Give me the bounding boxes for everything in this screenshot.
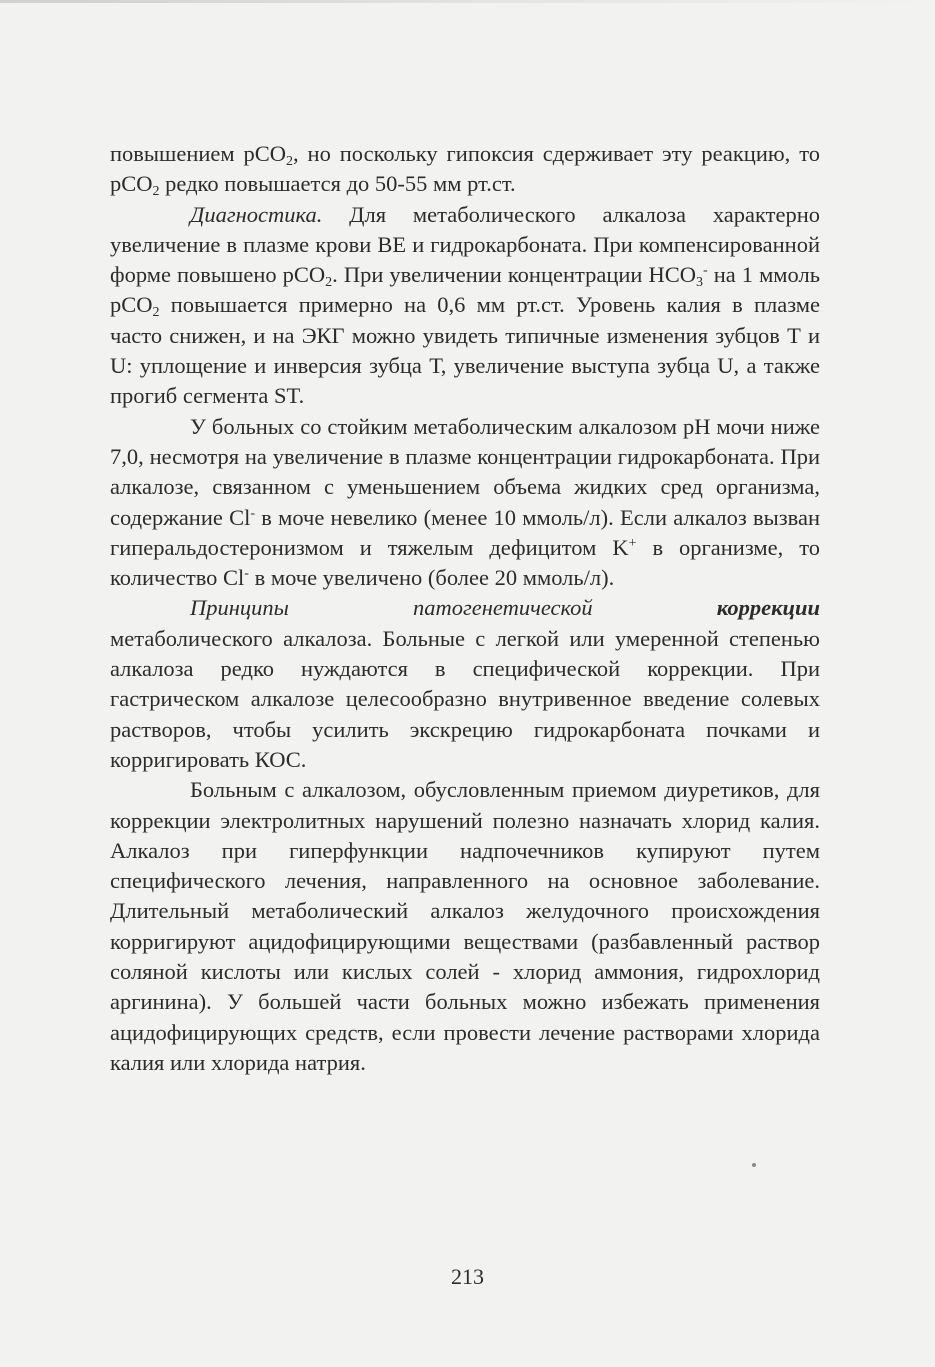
text-run: повышением рСО bbox=[110, 141, 287, 166]
text-run: на 1 ммоль рСО bbox=[110, 262, 820, 318]
text-run: У больных со стойким метаболическим алкалозом pH мочи ниже 7,0, несмотря на увеличение в плазме концентрации гидрокарбоната. При алкалозе, связанном с уменьшением объема жидких сред организма, содержание Cl bbox=[110, 413, 820, 530]
text-run: в моче увеличено (более 20 ммоль/л). bbox=[248, 565, 615, 591]
text-run: . При увеличении концентрации НСО bbox=[332, 262, 697, 288]
text-run: Для метаболического алкалоза характерно увеличение в плазме крови ВЕ и гидрокарбоната. При компенсированной форме повышено рСО bbox=[110, 201, 820, 288]
text-run: в моче невелико (менее 10 ммоль/л). Если алкалоз вызван гиперальдостеронизмом и тяжелым дефицитом K bbox=[110, 504, 820, 560]
text-run: Больным с алкалозом, обусловленным приемом диуретиков, для коррекции электролитных нарушений полезно назначать хлорид калия. Алкалоз при гиперфункции надпочечников купируют путем специфического лечения, направленного на основное заболевание. Длительный метаболический алкалоз желудочного происхождения корригируют ацидофицирующими веществами (разбавленный раствор соляной кислоты или кислых солей - хлорид аммония, гидрохлорид аргинина). У большей части больных можно избежать применения ацидофицирующих средств, если провести лечение растворами хлорида калия или хлорида натрия. bbox=[110, 777, 820, 1075]
subscript: 2 bbox=[152, 184, 160, 200]
text-run: метаболического алкалоза. Больные с легкой или умеренной степенью алкалоза редко нуждаются в специфической коррекции. При гастрическом алкалозе целесообразно внутривенное введение солевых растворов, чтобы усилить экскрецию гидрокарбоната почками и корригировать КОС. bbox=[110, 625, 820, 772]
superscript: - bbox=[244, 566, 249, 582]
text-run: , но поскольку гипоксия сдерживает эту реакцию, то рСО bbox=[110, 141, 820, 197]
paragraph-continuation bbox=[110, 139, 820, 200]
page-number: 213 bbox=[451, 1264, 484, 1289]
body-text bbox=[110, 139, 820, 1078]
heading-bold-part: коррекции bbox=[716, 595, 821, 621]
section-heading-diagnostics: Диагностика. bbox=[190, 201, 323, 227]
scan-speck bbox=[752, 1163, 756, 1167]
superscript: - bbox=[703, 263, 708, 279]
text-run: редко повышается до 50-55 мм рт.ст. bbox=[159, 171, 516, 197]
paragraph-correction bbox=[110, 624, 820, 775]
subscript: 2 bbox=[286, 154, 294, 169]
subscript: 2 bbox=[152, 305, 160, 321]
section-heading-correction bbox=[110, 593, 820, 623]
subscript: 3 bbox=[696, 275, 704, 291]
paragraph-urine-ph bbox=[110, 412, 820, 594]
superscript: + bbox=[628, 535, 637, 551]
heading-italic-part: Принципы патогенетической bbox=[190, 595, 593, 621]
paragraph-diagnostics bbox=[110, 200, 820, 412]
scan-edge-shadow bbox=[0, 0, 935, 3]
superscript: - bbox=[250, 505, 256, 521]
text-run: повышается примерно на 0,6 мм рт.ст. Уровень калия в плазме часто снижен, и на ЭКГ можно увидеть типичные изменения зубцов Т и U: уплощение и инверсия зубца Т, увеличение выступа зубца U, а также прогиб сегмента ST. bbox=[110, 292, 820, 409]
subscript: 2 bbox=[325, 275, 333, 291]
text-run: в организме, то количество Cl bbox=[110, 534, 820, 591]
paragraph-diuretics bbox=[110, 775, 820, 1078]
